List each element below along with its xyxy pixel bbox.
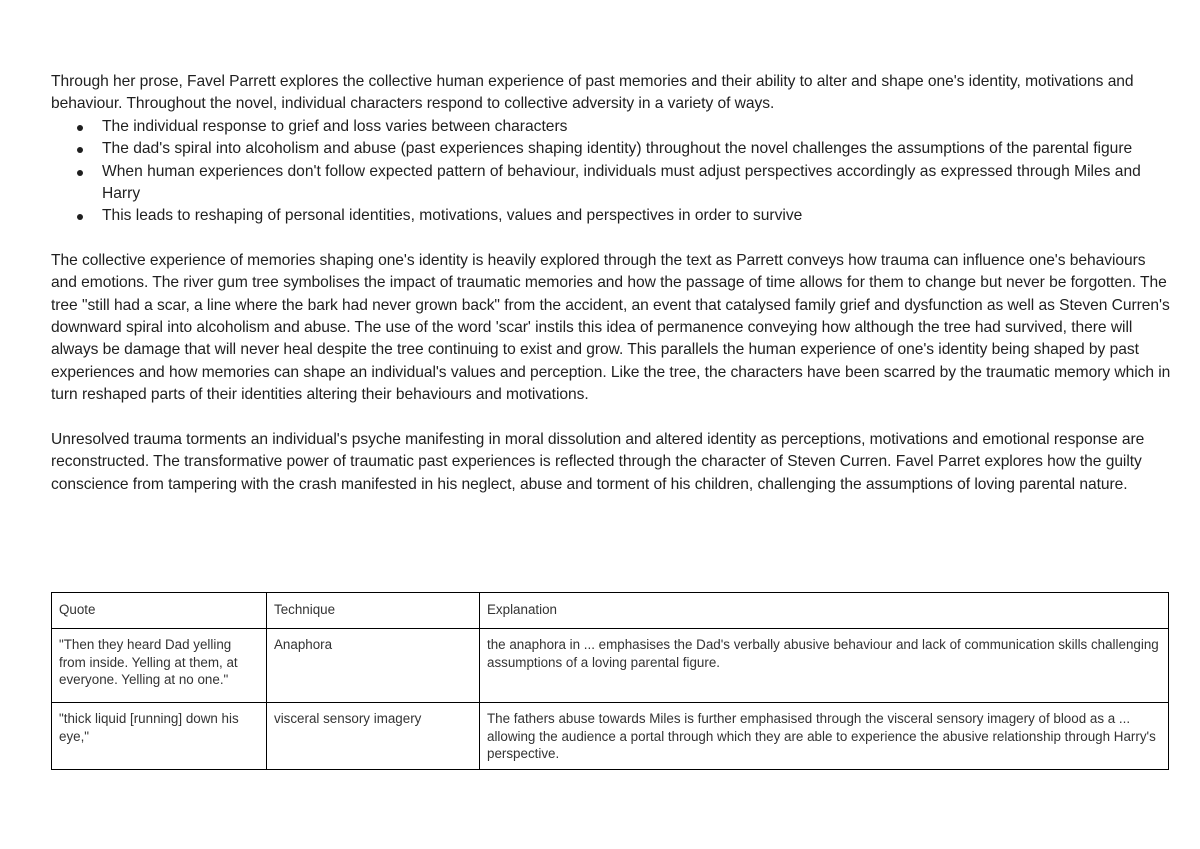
body-paragraph-scar: The collective experience of memories shaping one's identity is heavily explored through the text as Parrett conveys how trauma can influence one's behaviours and emotions. The river gum tree symbolises the impact of traumatic memories and how the passage of time allows for them to change but never be forgotten. The tree "still had a scar, a line where the bark had never grown back" from the accident, an event that catalysed family grief and dysfunction as well as Steven Curren's downward spiral into alcoholism and abuse. The use of the word 'scar' instils this idea of permanence conveying how although the tree had survived, there will always be damage that will never heal despite the tree continuing to exist and grow. This parallels the human experience of one's identity being shaped by past experiences and how memories can shape an individual's values and perception. Like the tree, the characters have been scarred by the traumatic memory which in turn reshaped parts of their identities altering their behaviours and motivations.	[51, 251, 1171, 404]
cell-explanation: the anaphora in ... emphasises the Dad's verbally abusive behaviour and lack of communication skills challenging assumptions of a loving parental figure.	[480, 629, 1169, 703]
bullet-item	[51, 116, 1171, 138]
bullet-text: The dad's spiral into alcoholism and abuse (past experiences shaping identity) throughout the novel challenges the assumptions of the parental figure	[102, 140, 1133, 158]
table-row	[52, 703, 1169, 770]
document-body	[51, 71, 1171, 496]
header-explanation: Explanation	[480, 593, 1169, 629]
bullet-item	[51, 205, 1171, 227]
paragraph-spacer	[51, 407, 1171, 429]
header-technique: Technique	[267, 593, 480, 629]
bullet-item	[51, 138, 1171, 160]
cell-explanation: The fathers abuse towards Miles is further emphasised through the visceral sensory imagery of blood as a ... allowing the audience a portal through which they are able to experience the abusive relationship through Harry's perspective.	[480, 703, 1169, 770]
intro-bullet-list	[51, 116, 1171, 228]
table-row	[52, 629, 1169, 703]
header-quote: Quote	[52, 593, 267, 629]
cell-technique: Anaphora	[267, 629, 480, 703]
bullet-text: The individual response to grief and loss varies between characters	[102, 117, 568, 135]
bullet-dot-icon	[77, 214, 83, 220]
table-header-row	[52, 593, 1169, 629]
cell-quote: "Then they heard Dad yelling from inside. Yelling at them, at everyone. Yelling at no one."	[52, 629, 267, 703]
cell-technique: visceral sensory imagery	[267, 703, 480, 770]
bullet-dot-icon	[77, 170, 83, 176]
bullet-text: When human experiences don't follow expected pattern of behaviour, individuals must adjust perspectives accordingly as expressed through Miles and Harry	[102, 162, 1141, 203]
paragraph-spacer	[51, 228, 1171, 250]
body-paragraph-trauma: Unresolved trauma torments an individual's psyche manifesting in moral dissolution and altered identity as perceptions, motivations and emotional response are reconstructed. The transformative power of traumatic past experiences is reflected through the character of Steven Curren. Favel Parret explores how the guilty conscience from tampering with the crash manifested in his neglect, abuse and torment of his children, challenging the assumptions of loving parental nature.	[51, 430, 1145, 493]
intro-paragraph: Through her prose, Favel Parrett explores the collective human experience of past memories and their ability to alter and shape one's identity, motivations and behaviour. Throughout the novel, individual characters respond to collective adversity in a variety of ways.	[51, 73, 1134, 113]
bullet-text: This leads to reshaping of personal identities, motivations, values and perspectives in order to survive	[102, 207, 803, 225]
quote-analysis-table	[51, 592, 1169, 770]
bullet-item	[51, 161, 1171, 206]
bullet-dot-icon	[77, 125, 83, 131]
bullet-dot-icon	[77, 147, 83, 153]
cell-quote: "thick liquid [running] down his eye,"	[52, 703, 267, 770]
